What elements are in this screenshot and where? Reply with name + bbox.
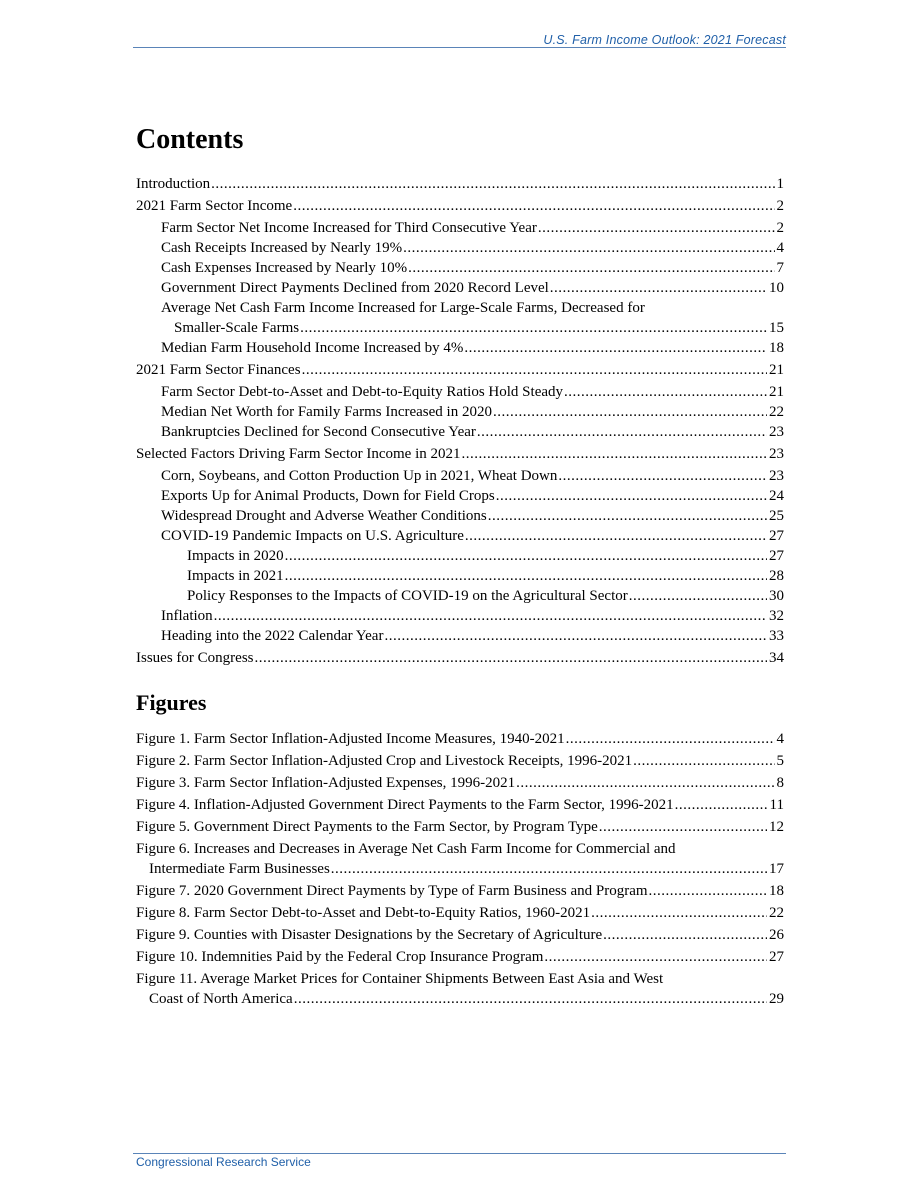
toc-entry[interactable]: Widespread Drought and Adverse Weather Conditions ..... 25	[136, 506, 784, 526]
toc-entry[interactable]: Selected Factors Driving Farm Sector Income in 2021 ..... 23	[136, 444, 784, 464]
toc-entry[interactable]: Exports Up for Animal Products, Down for Field Crops ..... 24	[136, 486, 784, 506]
toc-entry[interactable]: Farm Sector Net Income Increased for Third Consecutive Year ..... 2	[136, 218, 784, 238]
figures-heading: Figures	[136, 690, 207, 715]
running-header: U.S. Farm Income Outlook: 2021 Forecast	[543, 33, 786, 47]
figure-entry[interactable]: Figure 3. Farm Sector Inflation-Adjusted Expenses, 1996-2021 ..... 8	[136, 773, 784, 793]
toc-entry[interactable]: Inflation ..... 32	[136, 606, 784, 626]
toc-entry[interactable]: Median Net Worth for Family Farms Increased in 2020 ..... 22	[136, 402, 784, 422]
figures-list	[136, 729, 784, 1009]
toc-entry[interactable]: Heading into the 2022 Calendar Year ..... 33	[136, 626, 784, 646]
toc-entry[interactable]: Issues for Congress ..... 34	[136, 648, 784, 668]
figure-entry[interactable]: Figure 11. Average Market Prices for Container Shipments Between East Asia and West Coast of North America ..... 29	[136, 969, 784, 1009]
toc-entry[interactable]: Policy Responses to the Impacts of COVID-19 on the Agricultural Sector ..... 30	[136, 586, 784, 606]
figure-entry[interactable]: Figure 5. Government Direct Payments to the Farm Sector, by Program Type ..... 12	[136, 817, 784, 837]
toc-entry[interactable]: Bankruptcies Declined for Second Consecutive Year ..... 23	[136, 422, 784, 442]
contents-list	[136, 174, 784, 668]
toc-entry[interactable]: Average Net Cash Farm Income Increased for Large-Scale Farms, Decreased for Smaller-Scale Farms ..... 15	[136, 298, 784, 338]
toc-entry[interactable]: Impacts in 2021 ..... 28	[136, 566, 784, 586]
toc-entry[interactable]: COVID-19 Pandemic Impacts on U.S. Agriculture ..... 27	[136, 526, 784, 546]
toc-entry[interactable]: Government Direct Payments Declined from 2020 Record Level ..... 10	[136, 278, 784, 298]
footer-publisher: Congressional Research Service	[136, 1155, 311, 1169]
figure-entry[interactable]: Figure 2. Farm Sector Inflation-Adjusted Crop and Livestock Receipts, 1996-2021 ..... 5	[136, 751, 784, 771]
toc-entry[interactable]: Corn, Soybeans, and Cotton Production Up in 2021, Wheat Down ..... 23	[136, 466, 784, 486]
toc-entry[interactable]: Median Farm Household Income Increased by 4% ..... 18	[136, 338, 784, 358]
toc-entry[interactable]: Introduction ..... 1	[136, 174, 784, 194]
header-divider	[133, 47, 786, 48]
toc-entry[interactable]: Impacts in 2020 ..... 27	[136, 546, 784, 566]
toc-entry[interactable]: Cash Expenses Increased by Nearly 10% ..... 7	[136, 258, 784, 278]
footer-divider	[133, 1153, 786, 1154]
figure-entry[interactable]: Figure 4. Inflation-Adjusted Government Direct Payments to the Farm Sector, 1996-2021 ..... 11	[136, 795, 784, 815]
contents-heading: Contents	[136, 124, 244, 155]
figure-entry[interactable]: Figure 7. 2020 Government Direct Payments by Type of Farm Business and Program ..... 18	[136, 881, 784, 901]
figure-entry[interactable]: Figure 1. Farm Sector Inflation-Adjusted Income Measures, 1940-2021 ..... 4	[136, 729, 784, 749]
figure-entry[interactable]: Figure 8. Farm Sector Debt-to-Asset and Debt-to-Equity Ratios, 1960-2021 ..... 22	[136, 903, 784, 923]
toc-entry[interactable]: 2021 Farm Sector Income ..... 2	[136, 196, 784, 216]
toc-entry[interactable]: Farm Sector Debt-to-Asset and Debt-to-Equity Ratios Hold Steady ..... 21	[136, 382, 784, 402]
toc-entry[interactable]: Cash Receipts Increased by Nearly 19% ..... 4	[136, 238, 784, 258]
toc-entry[interactable]: 2021 Farm Sector Finances ..... 21	[136, 360, 784, 380]
figure-entry[interactable]: Figure 9. Counties with Disaster Designations by the Secretary of Agriculture ..... 26	[136, 925, 784, 945]
figure-entry[interactable]: Figure 6. Increases and Decreases in Average Net Cash Farm Income for Commercial and Intermediate Farm Businesses ..... 17	[136, 839, 784, 879]
figure-entry[interactable]: Figure 10. Indemnities Paid by the Federal Crop Insurance Program ..... 27	[136, 947, 784, 967]
